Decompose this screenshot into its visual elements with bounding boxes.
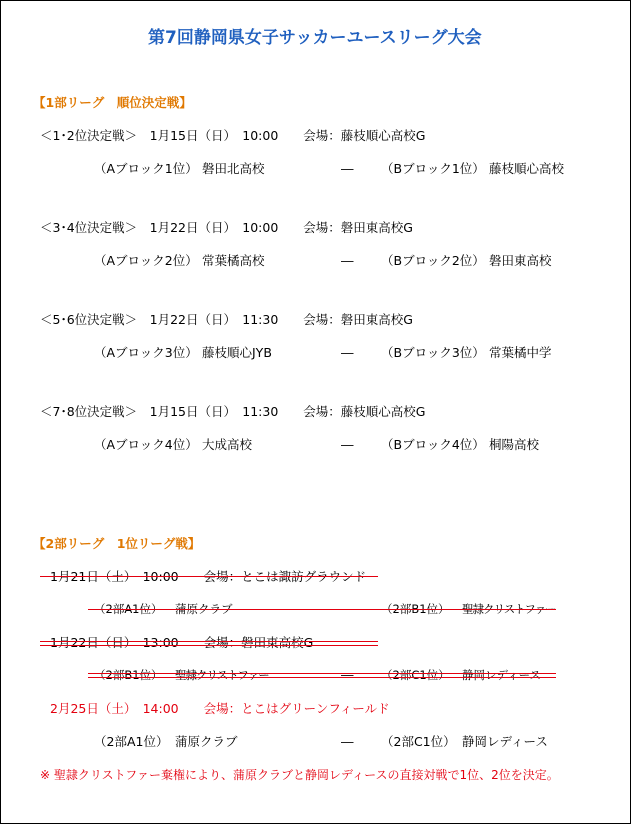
team-b-label: （2部C1位） (381, 668, 450, 682)
team-b-label: （2部C1位） (381, 734, 456, 749)
team-a-label: （Aブロック4位） (94, 437, 198, 452)
team-a-label: （2部A1位） (94, 734, 169, 749)
cancelled-match-header: 1月22日（日） 13:00 会場：磐田東高校G (50, 635, 314, 650)
team-b-label: （2部B1位） (381, 602, 450, 616)
team-b-name: 静岡レディース (462, 734, 548, 749)
team-a-label: （Aブロック1位） (94, 161, 198, 176)
team-a-name: 蒲原クラブ (175, 602, 233, 616)
match-header: ＜7･8位決定戦＞ 1月15日（日） 11:30 会場：藤枝順心高校G (40, 404, 426, 419)
team-b-name: 磐田東高校 (489, 253, 552, 268)
league2-heading: 【2部リーグ 1位リーグ戦】 (33, 536, 201, 551)
strikethrough-line (88, 673, 556, 674)
match-header: ＜3･4位決定戦＞ 1月22日（日） 10:00 会場：磐田東高校G (40, 220, 413, 235)
team-b-label: （Bブロック1位） (381, 161, 485, 176)
strikethrough-line (40, 641, 378, 642)
team-b-name: 聖隷クリストファー (462, 602, 556, 616)
vs-dash: ― (341, 734, 354, 749)
page-title: 第7回静岡県女子サッカーユースリーグ大会 (148, 28, 482, 48)
team-a-name: 大成高校 (202, 437, 253, 452)
cancelled-match-header: 1月21日（土） 10:00 会場：とこは諏訪グラウンド (50, 569, 367, 584)
team-a-name: 藤枝順心JYB (202, 345, 272, 360)
team-a-name: 磐田北高校 (202, 161, 265, 176)
match-header: 2月25日（土） 14:00 会場：とこはグリーンフィールド (50, 701, 390, 716)
team-a-label: （2部B1位） (94, 668, 163, 682)
team-a-label: （Aブロック2位） (94, 253, 198, 268)
team-a-name: 常葉橘高校 (202, 253, 265, 268)
league1-heading: 【1部リーグ 順位決定戦】 (33, 95, 192, 110)
vs-dash: ― (341, 345, 354, 360)
vs-dash: ― (341, 437, 354, 452)
match-header: ＜1･2位決定戦＞ 1月15日（日） 10:00 会場：藤枝順心高校G (40, 128, 426, 143)
team-b-name: 桐陽高校 (489, 437, 540, 452)
team-b-name: 藤枝順心高校 (489, 161, 565, 176)
match-header: ＜5･6位決定戦＞ 1月22日（日） 11:30 会場：磐田東高校G (40, 312, 413, 327)
vs-dash: ― (341, 667, 354, 682)
strikethrough-line (40, 576, 378, 577)
strikethrough-line (88, 609, 556, 610)
team-a-label: （Aブロック3位） (94, 345, 198, 360)
team-a-name: 蒲原クラブ (175, 734, 238, 749)
strikethrough-line (40, 645, 378, 646)
team-b-label: （Bブロック3位） (381, 345, 485, 360)
vs-dash: ― (341, 161, 354, 176)
team-a-label: （2部A1位） (94, 602, 163, 616)
team-b-name: 静岡レディース (462, 668, 542, 682)
strikethrough-line (88, 677, 556, 678)
vs-dash: ― (341, 253, 354, 268)
team-b-label: （Bブロック4位） (381, 437, 485, 452)
team-b-label: （Bブロック2位） (381, 253, 485, 268)
team-b-name: 常葉橘中学 (489, 345, 552, 360)
team-a-name: 聖隷クリストファー (175, 668, 269, 682)
note-text: ※ 聖隷クリストファー棄権により、蒲原クラブと静岡レディースの直接対戦で1位、2位を決定。 (40, 768, 559, 782)
